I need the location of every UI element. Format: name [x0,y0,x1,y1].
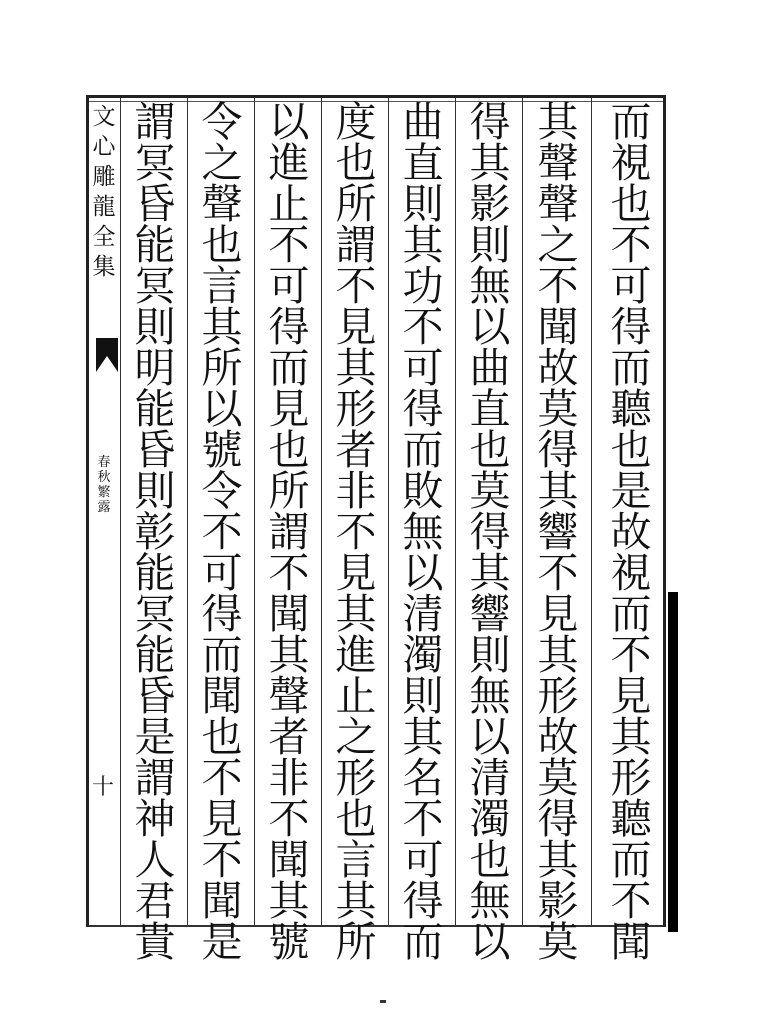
text-char: 故 [537,344,579,392]
text-char: 不 [402,303,444,351]
text-char: 則 [469,221,511,269]
text-char: 其 [537,98,579,146]
text-char: 冥 [134,139,176,187]
text-char: 也 [201,221,243,269]
text-char: 也 [201,713,243,761]
text-char: 昏 [134,180,176,228]
text-char: 聲 [537,180,579,228]
text-char: 聲 [537,139,579,187]
text-column-8 [127,98,183,966]
text-char: 而 [610,344,652,392]
text-char: 不 [268,221,310,269]
text-char: 能 [134,221,176,269]
text-char: 可 [402,836,444,884]
text-char: 明 [134,344,176,392]
column-rule [187,98,188,926]
text-char: 無 [469,877,511,925]
text-char: 令 [201,467,243,515]
text-char: 聞 [268,836,310,884]
margin-char: 秋 [97,470,111,485]
column-rule [388,98,389,926]
text-char: 無 [469,672,511,720]
text-char: 聞 [201,877,243,925]
text-column-3 [462,98,518,966]
text-char: 而 [201,631,243,679]
text-char: 不 [201,754,243,802]
text-char: 見 [610,672,652,720]
text-column-6 [261,98,317,966]
text-char: 則 [402,672,444,720]
text-char: 止 [268,180,310,228]
text-char: 則 [469,631,511,679]
text-char: 也 [335,795,377,843]
text-char: 謂 [268,508,310,556]
text-char: 是 [134,713,176,761]
text-char: 能 [134,549,176,597]
text-char: 得 [201,590,243,638]
text-char: 清 [469,754,511,802]
text-char: 不 [201,836,243,884]
text-char: 不 [610,877,652,925]
column-rule [120,98,121,926]
text-char: 以 [402,549,444,597]
text-char: 得 [537,426,579,474]
text-char: 以 [469,713,511,761]
text-char: 不 [610,221,652,269]
text-char: 是 [201,918,243,966]
text-char: 昏 [134,672,176,720]
text-char: 之 [537,221,579,269]
text-char: 得 [469,98,511,146]
text-char: 影 [469,180,511,228]
text-char: 以 [469,303,511,351]
text-char: 不 [268,795,310,843]
text-char: 所 [201,344,243,392]
text-char: 得 [469,508,511,556]
text-char: 能 [134,631,176,679]
text-char: 響 [469,590,511,638]
text-char: 所 [335,180,377,228]
frame-right-rule [663,95,666,927]
text-char: 不 [402,795,444,843]
text-char: 聞 [537,303,579,351]
text-char: 莫 [537,918,579,966]
margin-subtitle [96,455,112,515]
text-char: 謂 [335,221,377,269]
text-char: 可 [201,549,243,597]
margin-char: 露 [97,500,111,515]
text-char: 而 [610,590,652,638]
text-char: 形 [335,754,377,802]
margin-char: 雕 [92,164,116,190]
text-char: 號 [268,918,310,966]
text-char: 昏 [134,426,176,474]
text-char: 清 [402,590,444,638]
text-char: 進 [268,139,310,187]
text-char: 則 [402,180,444,228]
text-char: 曲 [469,344,511,392]
text-char: 聞 [610,918,652,966]
bottom-mark [380,1000,386,1003]
text-char: 聲 [201,180,243,228]
text-char: 也 [469,426,511,474]
text-char: 止 [335,672,377,720]
text-char: 見 [268,385,310,433]
text-char: 也 [610,426,652,474]
margin-char: 春 [97,455,111,470]
text-char: 聲 [268,672,310,720]
text-char: 聞 [268,590,310,638]
text-char: 得 [402,877,444,925]
text-char: 無 [469,262,511,310]
text-char: 濁 [402,631,444,679]
text-char: 可 [268,262,310,310]
text-char: 則 [134,467,176,515]
text-char: 形 [610,754,652,802]
text-char: 影 [537,877,579,925]
text-char: 貴 [134,918,176,966]
text-char: 其 [610,713,652,761]
text-char: 其 [268,631,310,679]
column-rule [254,98,255,926]
text-column-7 [194,98,250,966]
text-char: 莫 [537,385,579,433]
text-char: 其 [469,139,511,187]
text-column-5 [328,98,384,966]
text-column-4 [395,98,451,966]
text-char: 其 [469,549,511,597]
text-char: 莫 [537,754,579,802]
text-char: 是 [610,467,652,515]
text-char: 濁 [469,795,511,843]
margin-char: 文 [92,104,116,130]
text-char: 不 [335,508,377,556]
text-char: 也 [610,180,652,228]
text-char: 見 [537,590,579,638]
text-char: 見 [201,795,243,843]
text-char: 得 [537,795,579,843]
text-char: 冥 [134,590,176,638]
text-char: 曲 [402,98,444,146]
text-char: 言 [201,262,243,310]
text-char: 而 [268,344,310,392]
text-char: 形 [335,385,377,433]
text-char: 以 [201,385,243,433]
margin-char: 心 [92,134,116,160]
margin-char: 全 [92,224,116,250]
text-char: 謂 [134,754,176,802]
text-char: 其 [537,467,579,515]
column-rule [522,98,523,926]
text-char: 神 [134,795,176,843]
fish-tail-mark [96,338,118,372]
text-char: 所 [268,467,310,515]
text-char: 可 [402,344,444,392]
text-column-1 [603,98,659,966]
text-char: 名 [402,754,444,802]
text-char: 其 [402,221,444,269]
text-char: 不 [537,549,579,597]
text-char: 視 [610,549,652,597]
margin-char: 龍 [92,194,116,220]
text-char: 不 [268,549,310,597]
text-char: 人 [134,836,176,884]
text-char: 其 [335,590,377,638]
text-char: 所 [335,918,377,966]
text-char: 得 [402,385,444,433]
text-column-2 [530,98,586,966]
text-char: 見 [335,549,377,597]
text-char: 也 [268,426,310,474]
text-char: 度 [335,98,377,146]
text-char: 而 [610,98,652,146]
column-rule [455,98,456,926]
text-char: 者 [268,713,310,761]
text-char: 以 [469,918,511,966]
text-char: 不 [335,262,377,310]
text-char: 而 [610,836,652,884]
text-char: 得 [610,303,652,351]
margin-char: 集 [92,254,116,280]
text-char: 者 [335,426,377,474]
text-char: 不 [537,262,579,310]
text-char: 號 [201,426,243,474]
text-char: 而 [402,918,444,966]
text-char: 令 [201,98,243,146]
text-char: 直 [402,139,444,187]
text-char: 敗 [402,467,444,515]
text-char: 也 [335,139,377,187]
text-char: 其 [335,344,377,392]
text-char: 則 [134,303,176,351]
text-char: 聞 [201,672,243,720]
folio-number: 十 [92,775,115,800]
text-char: 言 [335,836,377,884]
text-char: 非 [268,754,310,802]
text-char: 得 [268,303,310,351]
frame-left-rule [86,95,89,927]
text-char: 其 [335,877,377,925]
text-char: 功 [402,262,444,310]
text-char: 其 [402,713,444,761]
text-char: 其 [201,303,243,351]
text-char: 故 [537,713,579,761]
margin-char: 繁 [97,485,111,500]
text-char: 不 [201,508,243,556]
text-char: 其 [537,836,579,884]
text-char: 故 [610,508,652,556]
text-char: 聽 [610,795,652,843]
text-char: 能 [134,385,176,433]
page-edge-shadow [668,592,678,932]
text-char: 非 [335,467,377,515]
text-char: 無 [402,508,444,556]
text-char: 聽 [610,385,652,433]
text-char: 以 [268,98,310,146]
text-char: 彰 [134,508,176,556]
text-char: 響 [537,508,579,556]
text-char: 之 [335,713,377,761]
column-rule [321,98,322,926]
text-char: 直 [469,385,511,433]
text-char: 其 [537,631,579,679]
text-char: 之 [201,139,243,187]
column-rule [591,98,592,926]
text-char: 其 [268,877,310,925]
text-char: 謂 [134,98,176,146]
text-char: 莫 [469,467,511,515]
text-char: 也 [469,836,511,884]
text-char: 見 [335,303,377,351]
text-char: 君 [134,877,176,925]
text-char: 而 [402,426,444,474]
text-char: 可 [610,262,652,310]
text-char: 形 [537,672,579,720]
text-char: 視 [610,139,652,187]
margin-book-title [92,102,116,282]
text-char: 不 [610,631,652,679]
text-char: 進 [335,631,377,679]
text-char: 冥 [134,262,176,310]
